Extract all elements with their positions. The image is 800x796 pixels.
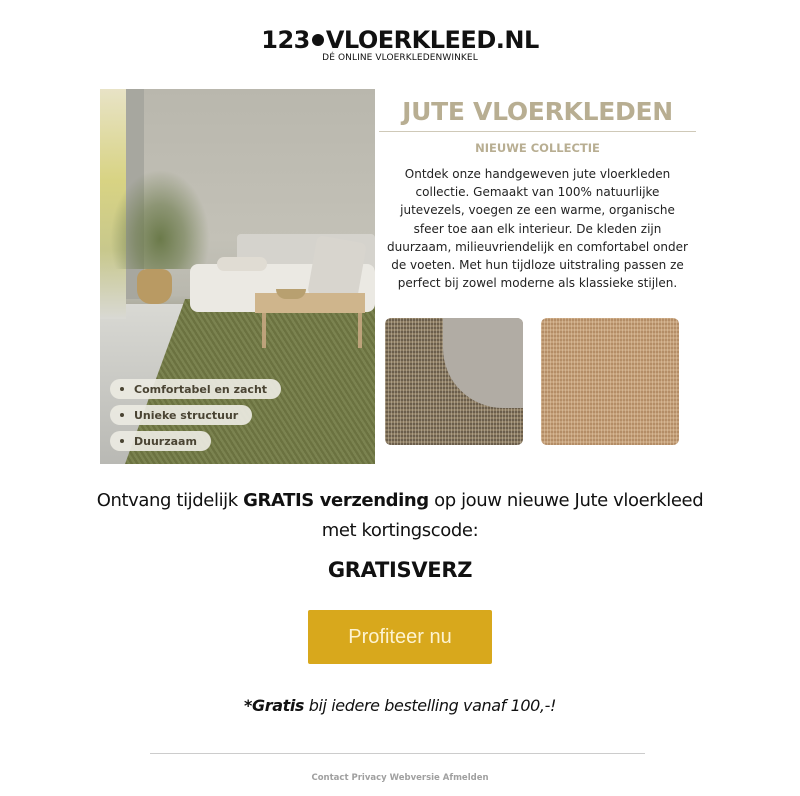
feature-label: Unieke structuur (134, 408, 239, 422)
feature-label: Comfortabel en zacht (134, 382, 268, 396)
divider (379, 131, 696, 132)
table-leg (262, 313, 266, 348)
logo-number: 123 (261, 26, 310, 54)
note-rest: bij iedere bestelling vanaf 100,-! (304, 696, 556, 715)
footer-link-contact[interactable]: Contact (311, 773, 349, 783)
floor-background (443, 318, 523, 408)
living-room-photo (100, 89, 375, 464)
footer-divider (150, 753, 645, 754)
promo-banner-image[interactable] (100, 89, 700, 464)
banner-subtitle: NIEUWE COLLECTIE (475, 141, 600, 155)
footer-link-afmelden[interactable]: Afmelden (442, 773, 489, 783)
plant-icon (110, 169, 210, 269)
banner-title: JUTE VLOERKLEDEN (402, 97, 673, 126)
folded-jute-rug-swatch (385, 318, 523, 445)
logo-tagline: DÉ ONLINE VLOERKLEDENWINKEL (322, 53, 478, 63)
banner-info (379, 89, 696, 464)
offer-prefix: Ontvang tijdelijk (96, 490, 244, 511)
bullet-icon (120, 439, 124, 443)
bullet-icon (120, 413, 124, 417)
feature-pill (110, 431, 211, 451)
brand-logo[interactable] (0, 27, 800, 63)
note-bold: *Gratis (244, 696, 305, 715)
bullet-icon (120, 387, 124, 391)
free-shipping-note (0, 696, 800, 715)
banner-description: Ontdek onze handgeweven jute vloerkleden collectie. Gemaakt van 100% natuurlijke jutevezels, voegen ze een warme, organische sfeer toe aan elk interieur. De kleden zijn duurzaam, milieuvriendelijk en comfortabel onder de voeten. Met hun tijdloze uitstraling passen ze perfect bij zowel moderne als klassieke stijlen. (387, 167, 688, 291)
coffee-table (255, 293, 365, 313)
offer-line2: met kortingscode: (321, 520, 479, 541)
logo-dot-icon (312, 34, 324, 46)
profiteer-nu-button[interactable]: Profiteer nu (308, 610, 492, 664)
feature-label: Duurzaam (134, 434, 197, 448)
pillow (217, 257, 267, 271)
plant-pot (137, 269, 172, 304)
feature-pill (110, 379, 281, 399)
offer-highlight: GRATIS verzending (243, 490, 429, 511)
logo-name: VLOERKLEED.NL (325, 26, 539, 54)
logo-wordmark (261, 27, 539, 53)
offer-suffix: op jouw nieuwe Jute vloerkleed (428, 490, 704, 511)
footer-links (0, 773, 800, 783)
table-leg (358, 313, 362, 348)
footer-link-webversie[interactable]: Webversie (389, 773, 440, 783)
jute-texture-swatch (541, 318, 679, 445)
offer-text (0, 486, 800, 546)
feature-pill (110, 405, 252, 425)
discount-code: GRATISVERZ (327, 558, 473, 582)
feature-list (110, 378, 281, 456)
footer-link-privacy[interactable]: Privacy (351, 773, 387, 783)
